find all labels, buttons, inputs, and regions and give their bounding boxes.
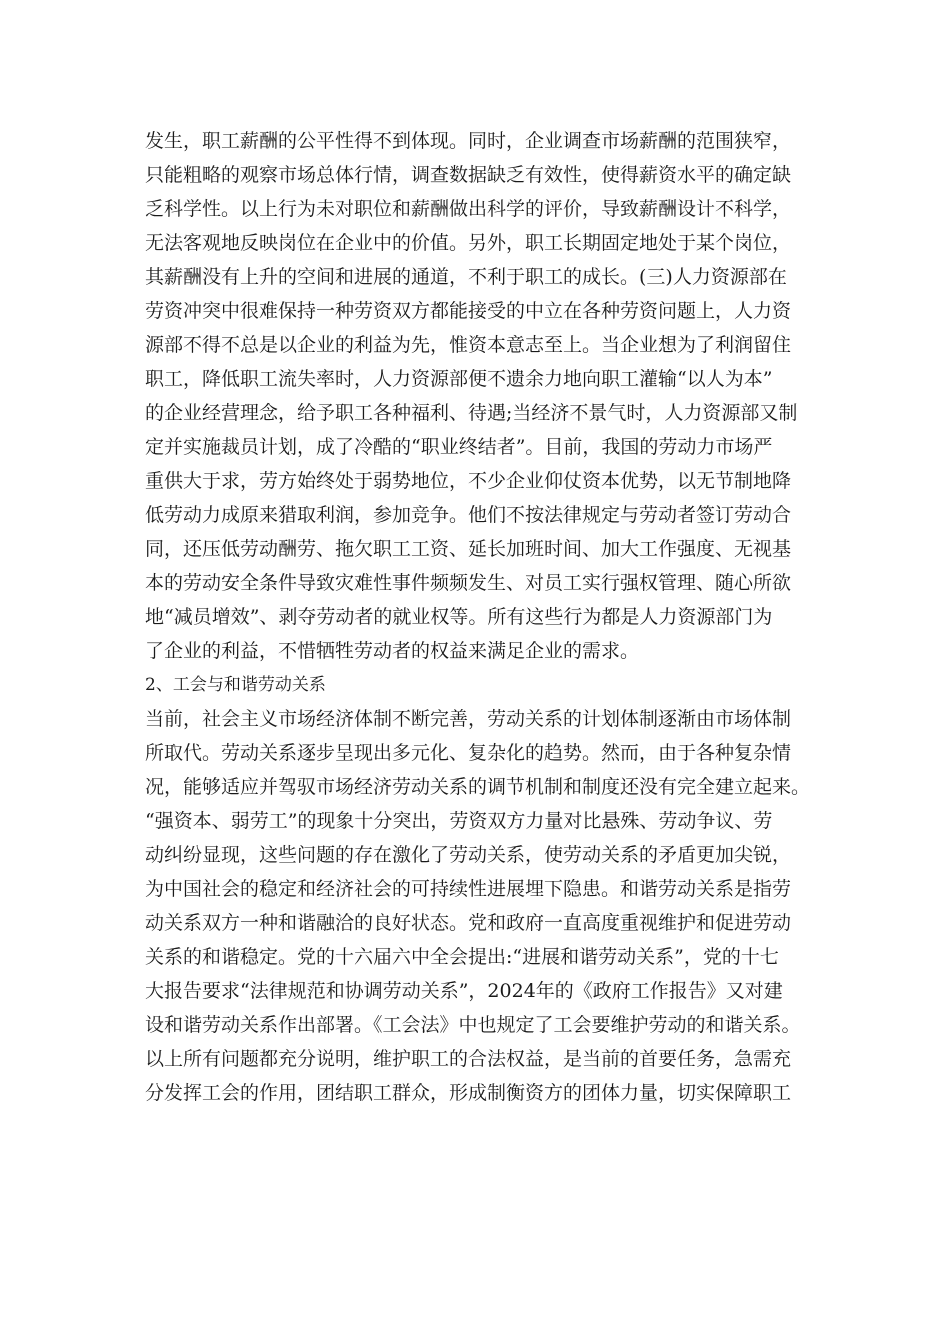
text-line: 劳资冲突中很难保持一种劳资双方都能接受的中立在各种劳资问题上，人力资	[145, 300, 792, 322]
text-line: 动纠纷显现，这些问题的存在激化了劳动关系，使劳动关系的矛盾更加尖锐，	[145, 844, 792, 866]
text-line: 乏科学性。以上行为未对职位和薪酬做出科学的评价，导致薪酬设计不科学，	[145, 198, 792, 220]
text-line: 当前，社会主义市场经济体制不断完善，劳动关系的计划体制逐渐由市场体制	[145, 708, 792, 730]
text-line: 设和谐劳动关系作出部署。《工会法》中也规定了工会要维护劳动的和谐关系。	[145, 1014, 801, 1036]
text-line: 的企业经营理念，给予职工各种福利、待遇;当经济不景气时，人力资源部又制	[145, 402, 798, 424]
text-line: 定并实施裁员计划，成了冷酷的“职业终结者”。目前，我国的劳动力市场严	[145, 436, 773, 458]
text-line: 只能粗略的观察市场总体行情，调查数据缺乏有效性，使得薪资水平的确定缺	[145, 164, 792, 186]
text-line: 大报告要求“法律规范和协调劳动关系”，2024年的《政府工作报告》又对建	[145, 980, 783, 1002]
text-line: 动关系双方一种和谐融洽的良好状态。党和政府一直高度重视维护和促进劳动	[145, 912, 792, 934]
text-line: 所取代。劳动关系逐步呈现出多元化、复杂化的趋势。然而，由于各种复杂情	[145, 742, 792, 764]
text-line: 本的劳动安全条件导致灾难性事件频频发生、对员工实行强权管理、随心所欲	[145, 572, 792, 594]
text-line: 为中国社会的稳定和经济社会的可持续性进展埋下隐患。和谐劳动关系是指劳	[145, 878, 792, 900]
text-line: 低劳动力成原来猎取利润，参加竞争。他们不按法律规定与劳动者签订劳动合	[145, 504, 792, 526]
section-heading: 2、工会与和谐劳动关系	[145, 675, 326, 695]
text-line: 发生，职工薪酬的公平性得不到体现。同时，企业调查市场薪酬的范围狭窄，	[145, 130, 792, 152]
text-line: 况，能够适应并驾驭市场经济劳动关系的调节机制和制度还没有完全建立起来。	[145, 776, 811, 798]
text-line: 职工，降低职工流失率时，人力资源部便不遗余力地向职工灌输“以人为本”	[145, 368, 773, 390]
document-body	[145, 124, 835, 1110]
text-line: 以上所有问题都充分说明，维护职工的合法权益，是当前的首要任务，急需充	[145, 1048, 792, 1070]
text-line: 同，还压低劳动酬劳、拖欠职工工资、延长加班时间、加大工作强度、无视基	[145, 538, 792, 560]
text-line: 分发挥工会的作用，团结职工群众，形成制衡资方的团体力量，切实保障职工	[145, 1082, 792, 1104]
text-line: 重供大于求，劳方始终处于弱势地位，不少企业仰仗资本优势，以无节制地降	[145, 470, 792, 492]
text-line: 了企业的利益，不惜牺牲劳动者的权益来满足企业的需求。	[145, 640, 640, 662]
text-line: 无法客观地反映岗位在企业中的价值。另外，职工长期固定地处于某个岗位，	[145, 232, 792, 254]
text-line: 其薪酬没有上升的空间和进展的通道，不利于职工的成长。(三)人力资源部在	[145, 266, 787, 288]
text-line: “强资本、弱劳工”的现象十分突出，劳资双方力量对比悬殊、劳动争议、劳	[145, 810, 773, 832]
text-line: 源部不得不总是以企业的利益为先，惟资本意志至上。当企业想为了利润留住	[145, 334, 792, 356]
text-line: 地“减员增效”、剥夺劳动者的就业权等。所有这些行为都是人力资源部门为	[145, 606, 773, 628]
text-line: 关系的和谐稳定。党的十六届六中全会提出:“进展和谐劳动关系”，党的十七	[145, 946, 779, 968]
